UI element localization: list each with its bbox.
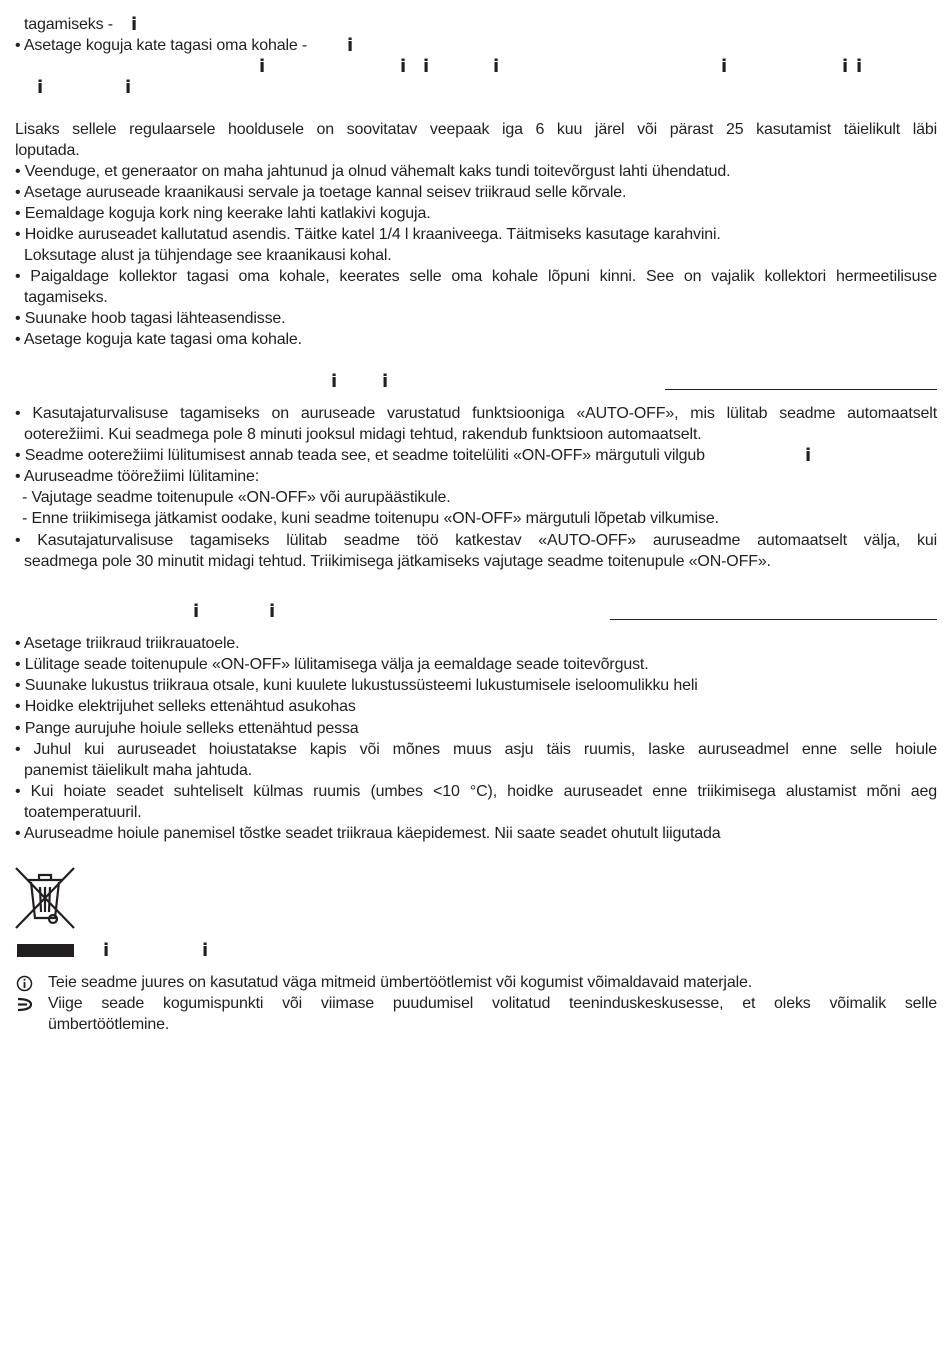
environment-info-text: Teie seadme juures on kasutatud väga mitmeid ümbertöötlemist või kogumist võimaldavaid materjale. bbox=[48, 974, 753, 991]
list-item-cont: toatemperatuuril. bbox=[24, 804, 142, 821]
top-line-2 bbox=[15, 35, 937, 56]
info-circle-icon bbox=[16, 975, 33, 992]
glyph-i: i bbox=[493, 56, 500, 77]
list-item: • Auruseadme hoiule panemisel tõstke seadet triikraua käepidemest. Nii saate seadet ohutult liigutada bbox=[15, 825, 721, 842]
glyph-i: i bbox=[269, 601, 276, 622]
list-item: • Lülitage seade toitenupule «ON-OFF» lülitamisega välja ja eemaldage seade toitevõrgust. bbox=[15, 656, 649, 673]
list-item: • Juhul kui auruseadet hoiustatakse kapis või mõnes muus asju täis ruumis, laske auruseadmel enne selle hoiule bbox=[15, 741, 937, 758]
glyph-i: i bbox=[721, 56, 728, 77]
list-item: • Suunake hoob tagasi lähteasendisse. bbox=[15, 310, 286, 327]
list-item: • Suunake lukustus triikraua otsale, kuni kuulete lukustussüsteemi lukustumisele iseloomulikku heli bbox=[15, 677, 698, 694]
list-item-cont: ooterežiimi. Kui seadmega pole 8 minuti jooksul midagi tehtud, rakendub funktsioon automaatselt. bbox=[24, 426, 702, 443]
list-item: • Paigaldage kollektor tagasi oma kohale, keerates selle oma kohale lõpuni kinni. See on vajalik kollektori hermeetilisuse bbox=[15, 268, 937, 285]
glyph-i: i bbox=[382, 371, 389, 392]
section-rule bbox=[610, 619, 937, 620]
list-subitem: - Vajutage seadme toitenupule «ON-OFF» või aurupäästikule. bbox=[22, 489, 451, 506]
list-item: • Pange aurujuhe hoiule selleks ettenähtud pessa bbox=[15, 720, 359, 737]
glyph-i: i bbox=[202, 940, 209, 961]
glyph-i: i bbox=[259, 56, 266, 77]
list-item-cont: panemist täielikult maha jahtuda. bbox=[24, 762, 253, 779]
glyph-i: i bbox=[347, 35, 354, 56]
list-item: • Kasutajaturvalisuse tagamiseks lülitab seadme töö katkestav «AUTO-OFF» auruseadme automaatselt välja, kui bbox=[15, 532, 937, 549]
glyph-i: i bbox=[423, 56, 430, 77]
list-item-cont: seadmega pole 30 minutit midagi tehtud. Triikimisega jätkamiseks vajutage seadme toitenupule «ON-OFF». bbox=[24, 553, 771, 570]
glyph-i: i bbox=[856, 56, 863, 77]
list-item-cont: tagamiseks. bbox=[24, 289, 108, 306]
list-item-cont: Loksutage alust ja tühjendage see kraanikausi kohal. bbox=[24, 247, 392, 264]
top-line-1-text: tagamiseks - bbox=[24, 16, 113, 33]
list-item: • Auruseadme töörežiimi lülitamine: bbox=[15, 468, 260, 485]
glyph-i: i bbox=[131, 14, 138, 35]
list-item: • Veenduge, et generaator on maha jahtunud ja olnud vähemalt kaks tundi toitevõrgust lahti ühendatud. bbox=[15, 163, 731, 180]
list-item: • Asetage triikraud triikrauatoele. bbox=[15, 635, 240, 652]
glyph-i: i bbox=[331, 371, 338, 392]
environment-disposal-text-cont: ümbertöötlemine. bbox=[48, 1016, 170, 1033]
list-item: • Asetage koguja kate tagasi oma kohale. bbox=[15, 331, 302, 348]
crossed-bin-icon bbox=[14, 866, 76, 930]
section-marker-bar bbox=[17, 944, 74, 957]
list-subitem: - Enne triikimisega jätkamist oodake, kuni seadme toitenupu «ON-OFF» märgutuli lõpetab vilkumise. bbox=[22, 510, 719, 527]
section-rule bbox=[665, 389, 937, 390]
list-item: • Asetage auruseade kraanikausi servale ja toetage kannal seisev triikraud selle kõrvale. bbox=[15, 184, 627, 201]
environment-disposal-text: Viige seade kogumispunkti või viimase puudumisel volitatud teeninduskeskusesse, et oleks võimalik selle bbox=[48, 995, 937, 1012]
list-item: • Hoidke auruseadet kallutatud asendis. Täitke katel 1/4 l kraaniveega. Täitmiseks kasutage karahvini. bbox=[15, 226, 721, 243]
list-item: • Kui hoiate seadet suhteliselt külmas ruumis (umbes <10 °C), hoidke auruseadet enne triikimisega alustamist mõni aeg bbox=[15, 783, 937, 800]
maintenance-intro: Lisaks sellele regulaarsele hooldusele on soovitatav veepaak iga 6 kuu järel või pärast 25 kasutamist täielikult läbi bbox=[15, 121, 937, 138]
glyph-i: i bbox=[842, 56, 849, 77]
maintenance-intro-cont: loputada. bbox=[15, 142, 80, 159]
glyph-i: i bbox=[103, 940, 110, 961]
list-item: • Kasutajaturvalisuse tagamiseks on auruseade varustatud funktsiooniga «AUTO-OFF», mis lülitab seadme automaatselt bbox=[15, 405, 937, 422]
list-item: • Eemaldage koguja kork ning keerake lahti katlakivi koguja. bbox=[15, 205, 431, 222]
top-line-2-text: • Asetage koguja kate tagasi oma kohale - bbox=[15, 37, 308, 54]
glyph-i: i bbox=[37, 77, 44, 98]
glyph-i: i bbox=[193, 601, 200, 622]
glyph-i: i bbox=[400, 56, 407, 77]
list-item: • Seadme ooterežiimi lülitumisest annab teada see, et seadme toitelüliti «ON-OFF» märgutuli vilgub bbox=[15, 447, 705, 464]
glyph-i: i bbox=[125, 77, 132, 98]
hand-pointer-icon bbox=[16, 997, 33, 1012]
top-line-1 bbox=[24, 14, 946, 35]
glyph-i: i bbox=[805, 445, 812, 466]
list-item: • Hoidke elektrijuhet selleks ettenähtud asukohas bbox=[15, 698, 356, 715]
